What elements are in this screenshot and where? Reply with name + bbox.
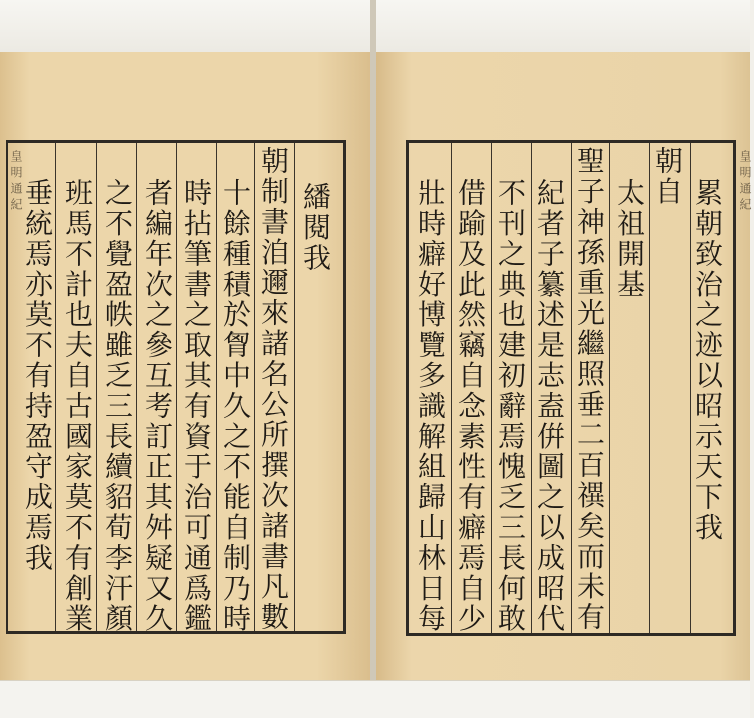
text-column: 十餘種積於胷中久之不能自制乃時 <box>219 178 252 634</box>
text-column: 時拈筆書之取其有資于治可通爲鑑 <box>180 178 213 634</box>
text-column: 太祖開基 <box>613 178 646 300</box>
text-column: 朝制書洎邇來諸名公所撰次諸書凡數 <box>257 146 290 633</box>
book-bottom-edge <box>0 680 750 718</box>
text-column: 壯時癖好博覽多識解組歸山林日每 <box>414 178 447 634</box>
text-column: 紀者子纂述是志盍倂圖之以成昭代 <box>533 178 566 634</box>
text-column: 朝自 <box>651 146 684 207</box>
text-column: 繙閱我 <box>299 182 332 274</box>
book-spine <box>370 0 376 717</box>
text-column: 不刊之典也建初辭焉愧乏三長何敢 <box>494 178 527 634</box>
text-column: 借踰及此然竊自念素性有癖焉自少 <box>454 178 487 634</box>
text-column: 累朝致治之迹以昭示天下我 <box>691 178 724 543</box>
text-column: 之不覺盈帙雖乏三長續貂荀李汗顏 <box>101 178 134 634</box>
text-column: 者編年次之參互考訂正其舛疑又久 <box>141 178 174 634</box>
text-column: 垂統焉亦莫不有持盈守成焉我 <box>21 178 54 574</box>
left-margin-title: 皇明通紀 <box>9 150 23 214</box>
text-column: 班馬不計也夫自古國家莫不有創業 <box>61 178 94 634</box>
right-margin-title: 皇明通紀 <box>738 150 752 214</box>
left-text-frame <box>6 140 346 634</box>
text-column: 聖子神孫重光繼照垂二百禩矣而未有 <box>573 146 606 633</box>
